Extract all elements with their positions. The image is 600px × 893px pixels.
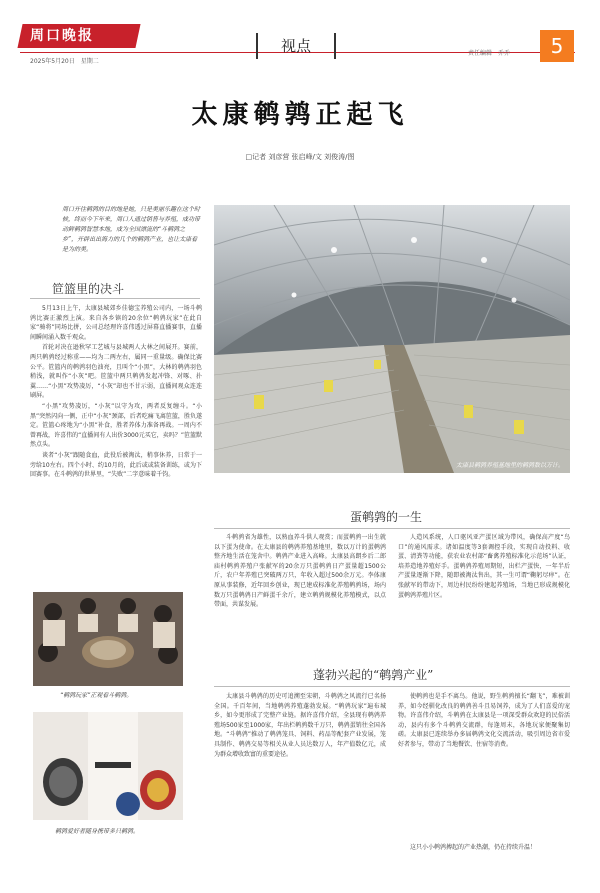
section2-title: 蛋鹌鹑的一生 [350, 510, 423, 524]
section3-rule [214, 686, 570, 687]
section-title: 视点 [256, 33, 336, 59]
paragraph: “小黑”攻势凌厉，“小灰”以守为攻，两者反复缠斗。“小黑”突然闪向一侧，正中“小灰”颈部，后者吃痛飞离笸篮，胜负遂定。笸篮心疼地为“小黑”补食，胜者养体力准备再战。一周内不曾再战，许喜伟的“直播间有人出价3000元买它，卖吗？”笸篮默然点头。 [30, 402, 202, 449]
photo-players [33, 592, 183, 686]
section1-body [30, 304, 202, 580]
paragraph: 5月13日上午，太康县城郊乡佳德宝养殖公司内，一场斗鹌鹑比赛正激烈上演。来自各乡镇的20余位“鹌鹑玩家”在此自家“骑将”同场比拼，公司总经理许喜伟透过屏幕直播赛事，直播间瞬间涌入数千观众。 [30, 305, 202, 341]
section1-title: 笸篮里的决斗 [52, 282, 125, 296]
newspaper-logo: 周口晚报 [17, 24, 140, 48]
paragraph: 谈者“小灰”跟随食血，此役后被淘汰，稍事休养，日常于一旁给10左右。四个小时、约10月的，此后或或装备训练，或为下回赛事。在斗鹌鹑的世界里，“失败”二字意味着千钧。 [30, 451, 202, 479]
section2-col2: 人造风系统，人口驱风亚产蛋区域为带风，确保高产度“鸟口”的通风需求。诸如温度等3套调控手段，实现自动投料、收蛋、清粪等功能，获农业农村部“畜禽养殖标准化示范场”认证，培养造地养殖好手。蛋鹌鹑养殖周期短，出栏产蛋快，一年半后产蛋量逐渐下降，随即被淘汰售出，其一生可谓“鞠躬尽瘁”。在张献军的带动下，周边村民纷纷建起养殖场，当地已形成规模化蛋鹌鹑养殖片区。 [398, 534, 570, 599]
article-headline: 太康鹌鹑正起飞 [191, 100, 409, 130]
article-lead: 周口开往鹌鹑的目的地是她，只是美丽乐趣在这个时候，终而今下年来，周口人通过销售与养殖，成功带动鲜鹌鹑智慧本地，成为全国漂流的“斗鹌鹑之乡”，开辟出出海力的几个的鹌鹑产业，也让太康看是为的美。 [62, 206, 201, 253]
quail-bags-illustration [33, 712, 183, 820]
paragraph: 首轮对决在逊秋罕工艺城与县城两人大林之间展开。赛前，两只鹌鹑经过称重——均为二两左右，属同一重量级。确保比赛公平。笸篮内的鹌鹑羽色油亮，且叫个“小黑”，大林的鹌鹑羽色稍浅，就叫作“小灰”吧。笸篮中两只鹌鹑发起冲锋、对啄、扑翼……“小黑”攻势凌厉，“小灰”却也不甘示弱，直播间观众连连刷屏。 [30, 344, 202, 400]
main-photo-caption: 太康县鹌鹑养殖基地里的鹌鹑数以万计。 [455, 462, 564, 469]
article-byline: □记者 刘彦营 张启峰/文 刘俊涛/图 [245, 153, 355, 161]
section3-title: 蓬勃兴起的“鹌鹑产业” [313, 668, 434, 682]
photo-bags [33, 712, 183, 820]
photo-bags-caption: 鹌鹑爱好者随身携带多只鹌鹑。 [55, 828, 140, 835]
page-number: 5 [540, 30, 574, 62]
article-closing: 这只小小鹌鹑搏起的产业热潮，仍在持续升温！ [410, 844, 537, 851]
main-photo [214, 205, 570, 473]
section2-col1: 斗鹌鹑省为雄性，以熟血养斗供人观赏；而蛋鹌鹑一出生就以下蛋为使命。在太康县的鹌鹑养殖基地里，数以万计的蛋鹌鹑整齐地生活在笼舍中。鹌鹑产业进入高峰。太康县高朗乡后二郎庙村鹌鹑养殖户张献军的20余万只蛋鹌鹑日产蛋量超1500公斤，农户年养殖已突破两万只，年收入超过500余万元。李体康原从事装修，近年回乡创业，现已建成标准化养殖鹌鹑场，场内数万只蛋鹌鹑日产鲜蛋千余斤，建立鹌鹑规模化养殖模式，以点带面，共谋发展。 [214, 534, 386, 609]
quail-farm-illustration [214, 205, 570, 473]
editor-credit: 责任编辑 乔乔 [468, 50, 511, 57]
section1-rule [30, 298, 200, 299]
section2-rule [214, 528, 570, 529]
issue-date: 2025年5月20日 星期二 [30, 58, 99, 65]
section3-col2: 使鹌鹑也是手不离鸟。他说，野生鹌鹑擅长“翻飞”，难被训养，如今经驯化改良的鹌鹑善斗且易饲养，成为了人们喜爱的宠物。许喜伟介绍，斗鹌鹑在太康县是一项深受群众欢迎的民俗活动，县内有多个斗鹌鹑交流群，每逢周末，各地玩家便聚集切磋。太康县已连续举办多届鹌鹑文化交流活动，吸引周边省市爱好者参与，带动了当地餐饮、住宿等消费。 [398, 693, 570, 748]
photo-players-caption: “鹌鹑玩家”正观看斗鹌鹑。 [60, 692, 133, 699]
section3-col1: 太康县斗鹌鹑的历史可追溯至宋朝，斗鹌鹑之风流行已名扬全国。千百年间，当地鹌鹑养殖蓬勃发展。“鹌鹑玩家”遍布城乡，如今更形成了完整产业链。据许喜伟介绍，全县现有鹌鹑养殖场500家至1000家，年出栏鹌鹑数千万只，鹌鹑蛋销往全国各地。“斗鹌鹑”推动了鹌鹑笼具、饲料、药品等配套产业发展，笼具制作、鹌鹑交易等相关从业人员达数万人，年产值数亿元，成为群众增收致富的重要途径。 [214, 693, 386, 758]
players-illustration [33, 592, 183, 686]
